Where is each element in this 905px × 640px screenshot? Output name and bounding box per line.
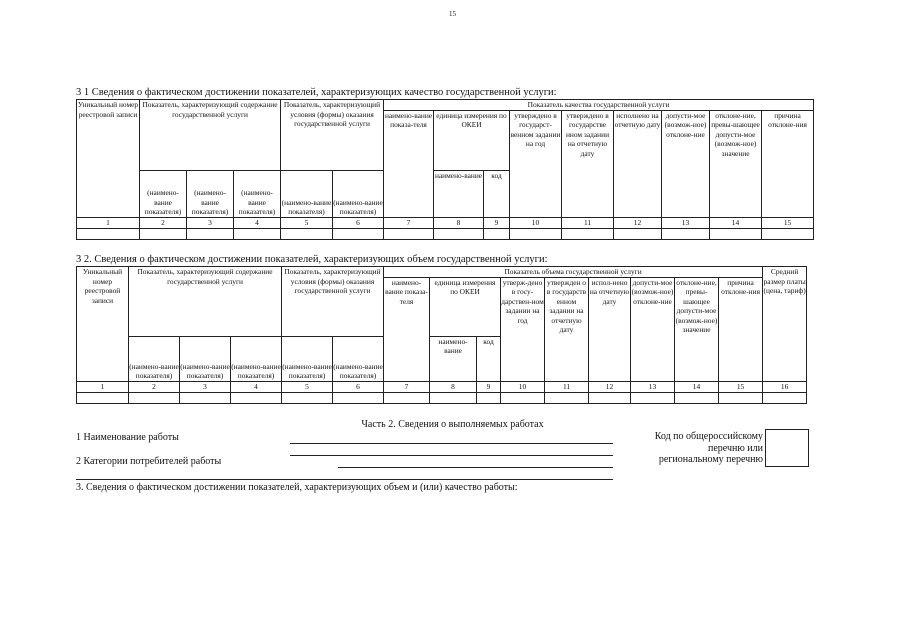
column-numbers-row bbox=[77, 381, 807, 392]
header-conditions-indicator: Показатель, характеризующий условия (формы) оказания государственной услуги bbox=[281, 100, 384, 171]
col-num: 10 bbox=[510, 217, 562, 228]
header-unit: единица измерения по ОКЕИ bbox=[434, 110, 510, 170]
sub-indicator-6: (наимено-вание показателя) bbox=[333, 336, 384, 381]
header-avg-fee: Средний размер платы (цена, тариф) bbox=[763, 267, 807, 382]
col-num: 6 bbox=[333, 381, 384, 392]
col-num: 2 bbox=[140, 217, 187, 228]
col-num: 11 bbox=[562, 217, 614, 228]
header-allowed-deviation: допусти-мое (возмож-ное) отклоне-ние bbox=[662, 110, 710, 217]
col-num: 12 bbox=[589, 381, 631, 392]
column-numbers-row bbox=[77, 217, 814, 228]
col-num: 12 bbox=[614, 217, 662, 228]
section-3-work-title: 3. Сведения о фактическом достижении показателей, характеризующих объем и (или) качество работы: bbox=[76, 482, 518, 493]
header-content-indicator: Показатель, характеризующий содержание государственной услуги bbox=[129, 267, 282, 337]
header-reason: причина отклоне-ния bbox=[762, 110, 814, 217]
header-approved-date: утверждено в государстве нном задании на отчетную дату bbox=[562, 110, 614, 217]
col-num: 7 bbox=[384, 217, 434, 228]
header-reason: причина отклоне-ния bbox=[719, 277, 763, 381]
sub-indicator-4: (наимено-вание показателя) bbox=[234, 170, 281, 217]
consumers-line bbox=[338, 467, 613, 468]
header-unique-record: Уникальный номер реестровой записи bbox=[77, 267, 129, 382]
sub-indicator-2: (наимено-вание показателя) bbox=[140, 170, 187, 217]
header-unique-record: Уникальный номер реестровой записи bbox=[77, 100, 140, 218]
col-num: 14 bbox=[675, 381, 719, 392]
col-num: 14 bbox=[710, 217, 762, 228]
header-quality-indicator: Показатель качества государственной услуги bbox=[384, 100, 814, 111]
col-num: 3 bbox=[180, 381, 231, 392]
work-name-label: 1 Наименование работы bbox=[76, 432, 179, 443]
sub-indicator-5: (наимено-вание показателя) bbox=[281, 170, 333, 217]
sub-indicator-3: (наимено-вание показателя) bbox=[180, 336, 231, 381]
part-2-title: Часть 2. Сведения о выполняемых работах bbox=[361, 419, 544, 430]
col-num: 5 bbox=[281, 217, 333, 228]
header-unit-name: наимено-вание bbox=[434, 170, 484, 217]
col-num: 4 bbox=[231, 381, 282, 392]
sub-indicator-5: (наимено-вание показателя) bbox=[282, 336, 333, 381]
col-num: 1 bbox=[77, 381, 129, 392]
col-num: 11 bbox=[545, 381, 589, 392]
header-executed: испол-нено на отчетную дату bbox=[589, 277, 631, 381]
header-indicator-name: наимено-вание показа-теля bbox=[384, 277, 430, 381]
header-deviation-exceed: отклоне-ние, превы-шающее допусти-мое (возмож-ное) значение bbox=[710, 110, 762, 217]
header-content-indicator: Показатель, характеризующий содержание государственной услуги bbox=[140, 100, 281, 171]
header-approved-date: утвержден о в государств енном задании на отчетную дату bbox=[545, 277, 589, 381]
sub-indicator-4: (наимено-вание показателя) bbox=[231, 336, 282, 381]
header-conditions-indicator: Показатель, характеризующий условия (формы) оказания государственной услуги bbox=[282, 267, 384, 337]
header-approved-year: утверж-дено в госу-дарствен-ном задании на год bbox=[501, 277, 545, 381]
col-num: 1 bbox=[77, 217, 140, 228]
sub-indicator-6: (наимено-вание показателя) bbox=[333, 170, 384, 217]
header-executed: исполнено на отчетную дату bbox=[614, 110, 662, 217]
header-unit-name: наимено-вание bbox=[430, 336, 477, 381]
section-3-1-title: 3 1 Сведения о фактическом достижении показателей, характеризующих качество государственной услуги: bbox=[76, 87, 557, 98]
table-row bbox=[77, 228, 814, 239]
code-label-line-3: региональному перечню bbox=[658, 454, 763, 465]
code-label-line-1: Код по общероссийскому bbox=[654, 431, 763, 442]
col-num: 16 bbox=[763, 381, 807, 392]
header-allowed-deviation: допусти-мое (возмож-ное) отклоне-ние bbox=[631, 277, 675, 381]
col-num: 5 bbox=[282, 381, 333, 392]
sub-indicator-3: (наимено-вание показателя) bbox=[187, 170, 234, 217]
col-num: 4 bbox=[234, 217, 281, 228]
col-num: 10 bbox=[501, 381, 545, 392]
consumers-label: 2 Категории потребителей работы bbox=[76, 456, 222, 467]
header-unit: единица измерения по ОКЕИ bbox=[430, 277, 501, 336]
col-num: 9 bbox=[484, 217, 510, 228]
col-num: 15 bbox=[762, 217, 814, 228]
header-indicator-name: наимено-вание показа-теля bbox=[384, 110, 434, 217]
consumers-line-2 bbox=[76, 479, 613, 480]
header-unit-code: код bbox=[477, 336, 501, 381]
col-num: 2 bbox=[129, 381, 180, 392]
page-number: 15 bbox=[449, 10, 456, 18]
col-num: 7 bbox=[384, 381, 430, 392]
code-input-box[interactable] bbox=[765, 429, 809, 467]
header-approved-year: утверждено в государст-венном задании на год bbox=[510, 110, 562, 217]
quality-indicators-table bbox=[76, 99, 814, 240]
sub-indicator-2: (наимено-вание показателя) bbox=[129, 336, 180, 381]
code-label-line-2: перечню или bbox=[707, 442, 763, 454]
volume-indicators-table bbox=[76, 266, 807, 404]
col-num: 15 bbox=[719, 381, 763, 392]
col-num: 8 bbox=[430, 381, 477, 392]
col-num: 8 bbox=[434, 217, 484, 228]
col-num: 13 bbox=[662, 217, 710, 228]
table-row bbox=[77, 392, 807, 403]
header-volume-indicator: Показатель объема государственной услуги bbox=[384, 267, 763, 278]
col-num: 6 bbox=[333, 217, 384, 228]
section-3-2-title: 3 2. Сведения о фактическом достижении показателей, характеризующих объем государственной услуги: bbox=[76, 254, 548, 265]
work-name-line-2 bbox=[290, 455, 613, 456]
header-unit-code: код bbox=[484, 170, 510, 217]
col-num: 9 bbox=[477, 381, 501, 392]
code-label bbox=[655, 431, 763, 466]
work-name-line bbox=[290, 443, 613, 444]
header-deviation-exceed: отклоне-ние, превы-шающее допусти-мое (возмож-ное) значение bbox=[675, 277, 719, 381]
col-num: 3 bbox=[187, 217, 234, 228]
col-num: 13 bbox=[631, 381, 675, 392]
